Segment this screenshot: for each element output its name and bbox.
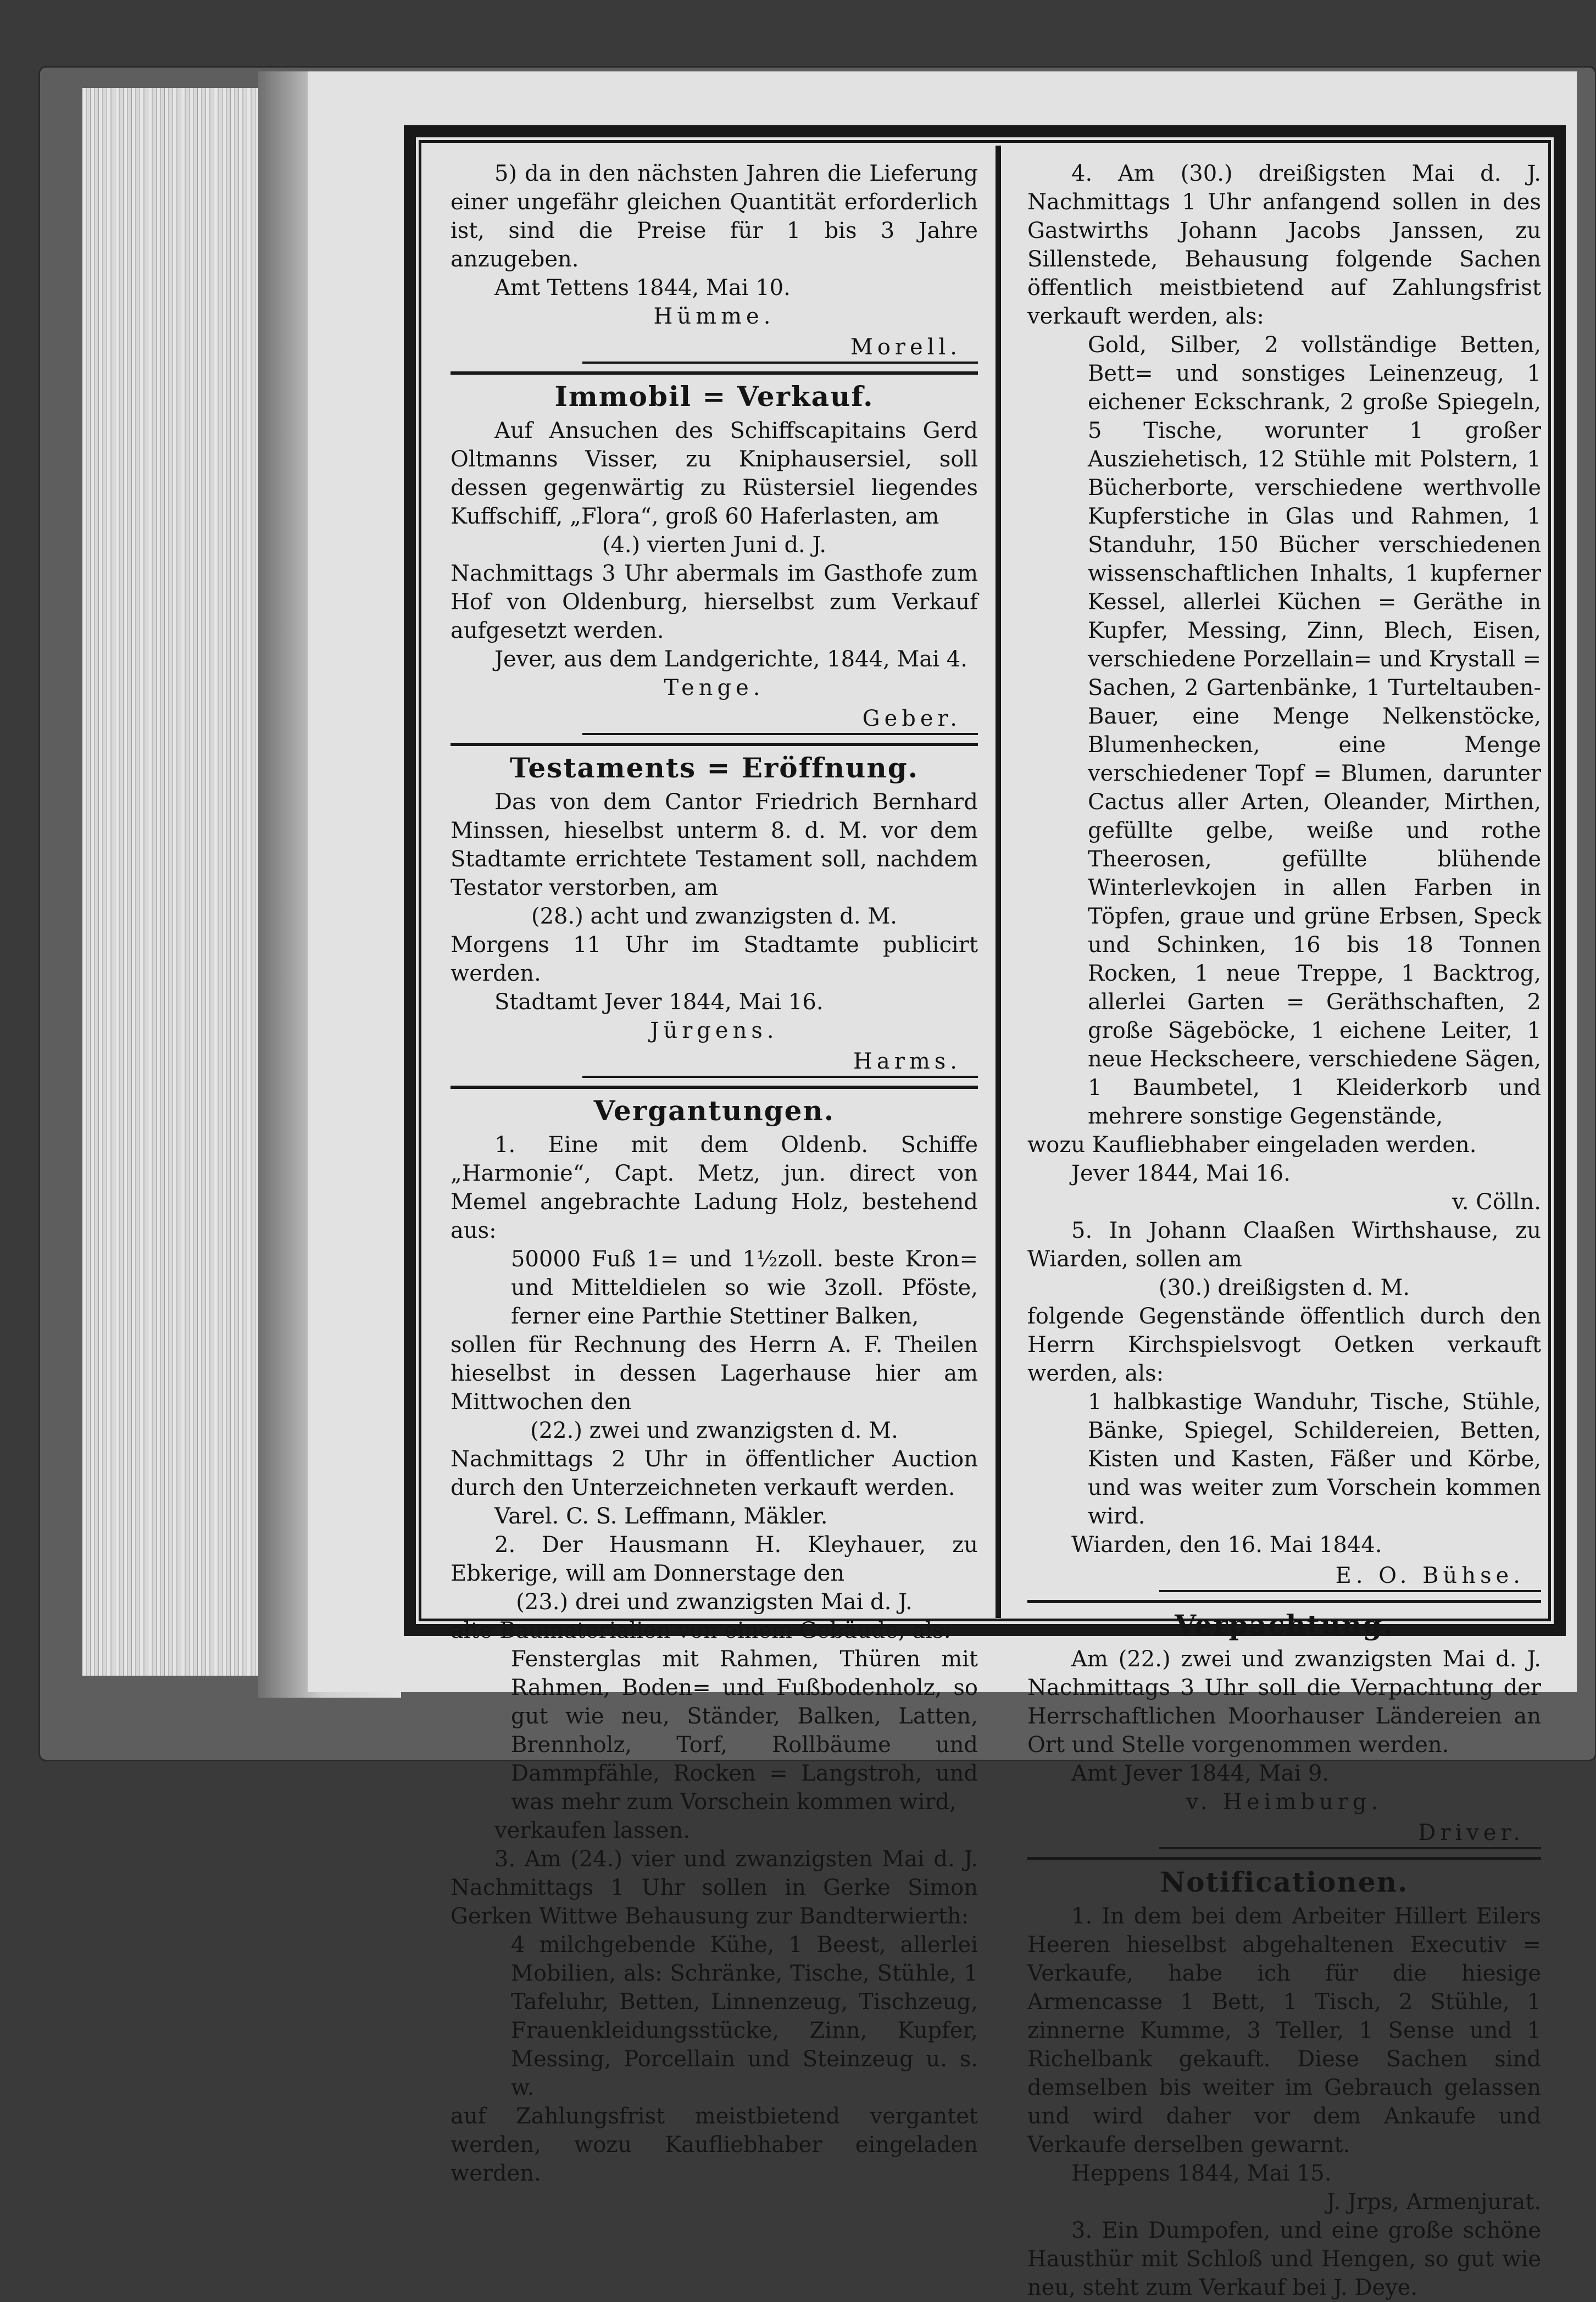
column-divider [996, 146, 1001, 1618]
text-paragraph: (30.) dreißigsten d. M. [1158, 1275, 1410, 1300]
section-heading: Immobil = Verkauf. [554, 380, 874, 413]
signature-line [1159, 1561, 1541, 1592]
signature-name: Morell. [850, 335, 961, 360]
text-paragraph: Jever, aus dem Landgerichte, 1844, Mai 4. [494, 647, 967, 672]
text-paragraph: (23.) drei und zwanzigsten Mai d. J. [516, 1589, 913, 1615]
section-heading: Vergantungen. [593, 1094, 835, 1127]
text-paragraph: 4. Am (30.) dreißigsten Mai d. J. Nachmittags 1 Uhr anfangend sollen in des Gastwirths Johann Jacobs Janssen, zu Sillenstede, Behausung folgende Sachen öffentlich meistbietend auf Zahlungsfrist verkauft werden, als: [1027, 161, 1541, 329]
section-rule [451, 743, 978, 746]
text-paragraph: (4.) vierten Juni d. J. [602, 532, 827, 558]
text-paragraph: 3. Ein Dumpofen, und eine große schöne Hausthür mit Schloß und Hengen, so gut wie neu, steht zum Verkauf bei J. Deye. [1027, 2218, 1541, 2300]
text-paragraph: Morgens 11 Uhr im Stadtamte publicirt werden. [451, 932, 978, 986]
left-column [451, 159, 978, 2188]
text-paragraph: Nachmittags 2 Uhr in öffentlicher Auction durch den Unterzeichneten verkauft werden. [451, 1447, 978, 1500]
text-paragraph: Varel. C. S. Leffmann, Mäkler. [494, 1504, 828, 1529]
text-paragraph: Hümme. [653, 304, 775, 329]
text-paragraph: Jever 1844, Mai 16. [1071, 1161, 1291, 1186]
section-heading: Notificationen. [1160, 1866, 1409, 1898]
text-paragraph: Am (22.) zwei und zwanzigsten Mai d. J. Nachmittags 3 Uhr soll die Verpachtung der Herrschaftlichen Moorhauser Ländereien an Ort und Stelle vorgenommen werden. [1027, 1647, 1541, 1758]
text-paragraph: Jürgens. [650, 1018, 778, 1043]
text-paragraph: verkaufen lassen. [494, 1818, 691, 1843]
text-paragraph: v. Heimburg. [1186, 1789, 1383, 1815]
text-paragraph: Nachmittags 3 Uhr abermals im Gasthofe zum Hof von Oldenburg, hierselbst zum Verkauf aufgesetzt werden. [451, 561, 978, 643]
text-paragraph: folgende Gegenstände öffentlich durch den Herrn Kirchspielsvogt Oetken verkauft werden, als: [1027, 1304, 1541, 1386]
signature-line [582, 333, 978, 364]
text-paragraph: sollen für Rechnung des Herrn A. F. Theilen hieselbst in dessen Lagerhause hier am Mittwochen den [451, 1332, 978, 1415]
text-paragraph: 3. Am (24.) vier und zwanzigsten Mai d. J. Nachmittags 1 Uhr sollen in Gerke Simon Gerken Wittwe Behausung zur Bandterwierth: [451, 1847, 978, 1929]
text-paragraph: 1. Eine mit dem Oldenb. Schiffe „Harmonie“, Capt. Metz, jun. direct von Memel angebrachte Ladung Holz, bestehend aus: [451, 1132, 978, 1243]
page-edges [82, 88, 258, 1676]
text-paragraph: Das von dem Cantor Friedrich Bernhard Minssen, hieselbst unterm 8. d. M. vor dem Stadtamte errichtete Testament soll, nachdem Testator verstorben, am [451, 789, 978, 900]
text-paragraph: Wiarden, den 16. Mai 1844. [1071, 1532, 1382, 1558]
text-paragraph: wozu Kaufliebhaber eingeladen werden. [1027, 1132, 1477, 1158]
text-paragraph: Amt Tettens 1844, Mai 10. [494, 275, 791, 301]
section-rule [1027, 1600, 1541, 1603]
section-heading: Testaments = Eröffnung. [509, 752, 919, 784]
text-paragraph: Fensterglas mit Rahmen, Thüren mit Rahmen, Boden= und Fußbodenholz, so gut wie neu, Ständer, Balken, Latten, Brennholz, Torf, Rollbäume und Dammpfähle, Rocken = Langstroh, und was mehr zum Vorschein kommen wird, [511, 1647, 978, 1815]
text-paragraph: 1 halbkastige Wanduhr, Tische, Stühle, Bänke, Spiegel, Schildereien, Betten, Kisten und Kasten, Fäßer und Körbe, und was weiter zum Vorschein kommen wird. [1088, 1389, 1541, 1529]
text-paragraph: 1. In dem bei dem Arbeiter Hillert Eilers Heeren hieselbst abgehaltenen Executiv = Verkaufe, habe ich für die hiesige Armencasse 1 Bett, 1 Tisch, 2 Stühle, 1 zinnerne Kumme, 3 Teller, 1 Sense und 1 Richelbank gekauft. Diese Sachen sind demselben bis weiter im Gebrauch gelassen und wird daher vor dem Ankaufe und Verkaufe derselben gewarnt. [1027, 1904, 1541, 2158]
signature-name: Driver. [1418, 1820, 1525, 1845]
section-heading: Verpachtung. [1175, 1609, 1394, 1641]
signature-line [582, 704, 978, 735]
right-column [1027, 159, 1541, 2302]
text-paragraph: alte Baumaterialien von einem Gebäude, als: [451, 1618, 952, 1643]
signature-name: E. O. Bühse. [1335, 1563, 1525, 1588]
signature-name: Harms. [853, 1049, 961, 1074]
text-paragraph: Auf Ansuchen des Schiffscapitains Gerd Oltmanns Visser, zu Kniphausersiel, soll dessen gegenwärtig zu Rüstersiel liegendes Kuffschiff, „Flora“, groß 60 Haferlasten, am [451, 418, 978, 529]
text-paragraph: 50000 Fuß 1= und 1½zoll. beste Kron= und Mitteldielen so wie 3zoll. Pföste, ferner eine Parthie Stettiner Balken, [511, 1247, 978, 1329]
section-rule [451, 1086, 978, 1089]
text-paragraph: (28.) acht und zwanzigsten d. M. [531, 904, 898, 929]
text-paragraph: v. Cölln. [1452, 1189, 1541, 1215]
text-paragraph: J. Jrps, Armenjurat. [1326, 2189, 1541, 2215]
text-paragraph: Stadtamt Jever 1844, Mai 16. [494, 989, 824, 1015]
section-rule [451, 371, 978, 375]
signature-line [1159, 1819, 1541, 1849]
signature-name: Geber. [862, 706, 961, 731]
text-paragraph: 5) da in den nächsten Jahren die Lieferung einer ungefähr gleichen Quantität erforderlich ist, sind die Preise für 1 bis 3 Jahre anzugeben. [451, 161, 978, 272]
text-paragraph: Amt Jever 1844, Mai 9. [1071, 1761, 1330, 1786]
text-paragraph: Gold, Silber, 2 vollständige Betten, Bett= und sonstiges Leinenzeug, 1 eichener Eckschrank, 2 große Spiegeln, 5 Tische, worunter 1 großer Ausziehetisch, 12 Stühle mit Polstern, 1 Bücherborte, verschiedene werthvolle Kupferstiche in Glas und Rahmen, 1 Standuhr, 150 Bücher verschiedenen wissenschaftlichen Inhalts, 1 kupferner Kessel, allerlei Küchen = Geräthe in Kupfer, Messing, Zinn, Blech, Eisen, verschiedene Porzellain= und Krystall = Sachen, 2 Gartenbänke, 1 Turteltauben-Bauer, eine Menge Nelkenstöcke, Blumenhecken, eine Menge verschiedener Topf = Blumen, darunter Cactus aller Arten, Oleander, Mirthen, gefüllte gelbe, weiße und rothe Theerosen, gefüllte blühende Winterlevkojen in allen Farben in Töpfen, graue und grüne Erbsen, Speck und Schinken, 16 bis 18 Tonnen Rocken, 1 neue Treppe, 1 Backtrog, allerlei Garten = Geräthschaften, 2 große Sägeböcke, 1 eichene Leiter, 1 neue Heckscheere, verschiedene Sägen, 1 Baumbetel, 1 Kleiderkorb und mehrere sonstige Gegenstände, [1088, 332, 1541, 1129]
text-paragraph: Heppens 1844, Mai 15. [1071, 2161, 1332, 2186]
text-paragraph: (22.) zwei und zwanzigsten d. M. [530, 1418, 898, 1443]
section-rule [1027, 1857, 1541, 1860]
signature-line [582, 1047, 978, 1078]
text-paragraph: 5. In Johann Claaßen Wirthshause, zu Wiarden, sollen am [1027, 1218, 1541, 1272]
text-paragraph: Tenge. [664, 675, 765, 700]
text-paragraph: auf Zahlungsfrist meistbietend vergantet werden, wozu Kaufliebhaber eingeladen werden. [451, 2104, 978, 2186]
text-paragraph: 4 milchgebende Kühe, 1 Beest, allerlei Mobilien, als: Schränke, Tische, Stühle, 1 Tafeluhr, Betten, Linnenzeug, Tischzeug, Frauenkleidungsstücke, Zinn, Kupfer, Messing, Porcellain und Steinzeug u. s. w. [511, 1932, 978, 2100]
text-paragraph: 2. Der Hausmann H. Kleyhauer, zu Ebkerige, will am Donnerstage den [451, 1532, 978, 1586]
